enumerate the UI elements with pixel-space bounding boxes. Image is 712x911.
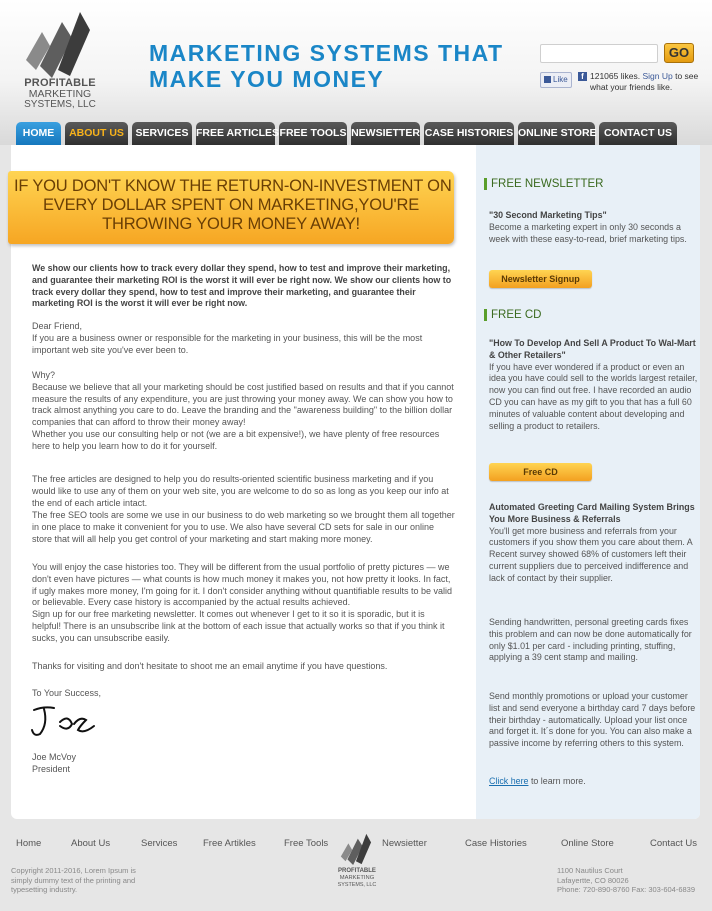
- newsletter-description: Become a marketing expert in only 30 seconds a week with these easy-to-read, brief marketing tips.: [489, 221, 687, 244]
- nav-contact-us[interactable]: CONTACT US: [599, 122, 677, 145]
- nav-free-articles[interactable]: FREE ARTICLES: [196, 122, 275, 145]
- logo-mark-icon: [18, 8, 94, 80]
- site-logo[interactable]: [14, 8, 104, 118]
- seo-paragraph: The free SEO tools are some we use in our business to do web marketing so we brought them all together in one place to make it convenient for you to use. We also have several CD sets for sale in our online store that will all help you get control of your marketing and start making more money.: [32, 510, 455, 544]
- author-title: President: [32, 763, 71, 774]
- author-name: Joe McVoy: [32, 752, 77, 762]
- thanks-paragraph: Thanks for visiting and don't hesitate to shoot me an email anytime if you have questions.: [32, 661, 388, 671]
- greeting-card-paragraph3: Send monthly promotions or upload your customer list and send everyone a birthday card 7 days before their birthday - automatically. Upload your list once and forget it. It´s done for you. You can also make a passive income by referring others to this system.: [489, 691, 696, 749]
- click-here-link[interactable]: Click here: [489, 776, 529, 786]
- footer-logo[interactable]: [332, 832, 382, 896]
- facebook-signup-link[interactable]: Sign Up: [642, 71, 673, 81]
- signature-image: [30, 704, 110, 740]
- nav-case-histories[interactable]: CASE HISTORIES: [424, 122, 514, 145]
- footer-link-free-tools[interactable]: Free Tools: [284, 838, 329, 849]
- why-paragraph: [32, 370, 456, 453]
- banner-line2: EVERY DOLLAR SPENT ON MARKETING,YOU'RE: [42, 196, 420, 214]
- greeting-card-paragraph2: Sending handwritten, personal greeting cards fixes this problem and can now be done automatically for only $1.01 per card - including printing, stuffing, applying a 39 cent stamp and mailing.: [489, 617, 692, 663]
- footer-link-newsletter[interactable]: Newsietter: [382, 838, 427, 849]
- free-cd-heading: FREE CD: [484, 309, 541, 321]
- nav-about-us[interactable]: ABOUT US: [65, 122, 128, 145]
- logo-text-line1: PROFITABLE: [24, 77, 96, 89]
- roi-banner: [8, 171, 454, 244]
- free-newsletter-heading: FREE NEWSLETTER: [484, 178, 603, 190]
- footer-link-case-histories[interactable]: Case Histories: [465, 838, 527, 849]
- facebook-icon: f: [578, 72, 587, 81]
- thumbs-up-icon: [544, 76, 551, 83]
- tagline-line2: MAKE YOU MONEY: [149, 66, 385, 92]
- newsletter-blurb: [489, 210, 701, 245]
- newsletter-title: "30 Second Marketing Tips": [489, 210, 607, 220]
- copyright-text: Copyright 2011-2016, Lorem Ipsum is simply dummy text of the printing and typesetting industry.: [11, 866, 136, 894]
- likes-count: 121065 likes.: [590, 71, 641, 81]
- cases-paragraph: [32, 562, 456, 645]
- facebook-likes-text: [590, 71, 700, 93]
- footer-link-free-articles[interactable]: Free Artikles: [203, 838, 256, 849]
- logo-text-line3: SYSTEMS, LLC: [24, 99, 96, 110]
- banner-line1: IF YOU DON'T KNOW THE RETURN-ON-INVESTMENT ON: [14, 177, 452, 195]
- address-line1: 1100 Nautilus Court: [557, 866, 623, 875]
- facebook-like-button[interactable]: [540, 72, 572, 88]
- footer-logo-line2: MARKETING: [339, 875, 375, 881]
- footer-link-contact-us[interactable]: Contact Us: [650, 838, 697, 849]
- address-line2: Lafayertte, CO 80026: [557, 875, 629, 885]
- intro-paragraph: We show our clients how to track every dollar they spend, how to test and improve their marketing, and guarantee their marketing ROI is the worst it will ever be right now. We show our clients how to track every dollar they spend, how to test and improve their marketing, and guarantee their marketing ROI is the worst it will ever be right now.: [32, 263, 452, 309]
- nav-home[interactable]: HOME: [16, 122, 61, 145]
- free-cd-button[interactable]: Free CD: [489, 463, 592, 481]
- phone-fax: Phone: 720-890-8760 Fax: 303-604-6839: [557, 885, 696, 894]
- footer-link-home[interactable]: Home: [16, 838, 42, 849]
- nav-free-tools[interactable]: FREE TOOLS: [279, 122, 347, 145]
- banner-line3: THROWING YOUR MONEY AWAY!: [102, 215, 360, 233]
- signoff-block: [32, 752, 456, 776]
- tagline-line1: MARKETING SYSTEMS THAT: [149, 40, 504, 66]
- sign-off-greeting: To Your Success,: [32, 688, 102, 698]
- footer-logo-line3: SYSTEMS, LLC: [337, 882, 377, 888]
- likes-after-text: to see what your friends like.: [590, 71, 699, 92]
- tagline: [149, 40, 504, 92]
- cd-blurb: [489, 338, 701, 432]
- nav-online-store[interactable]: ONLINE STORE: [518, 122, 595, 145]
- dear-friend-paragraph: [32, 321, 456, 356]
- newsletter-signup-button[interactable]: Newsletter Signup: [489, 270, 592, 288]
- why-heading: Why?: [32, 370, 56, 380]
- nav-services[interactable]: SERVICES: [132, 122, 192, 145]
- greeting-card-title: Automated Greeting Card Mailing System Brings You More Business & Referrals: [489, 502, 695, 524]
- learn-more-line: [489, 776, 701, 788]
- why-body: Because we believe that all your marketing should be cost justified based on results and that if you cannot measure the results of any expenditure, you are just throwing your money away. We can show you how to track almost anything you care to do. Leave the branding and the "awareness building" to the billion dollar companies that can afford to throw their money away!: [32, 381, 454, 428]
- greeting-card-blurb: [489, 502, 701, 585]
- learn-more-text: to learn more.: [530, 776, 586, 786]
- footer-link-services[interactable]: Services: [141, 838, 178, 849]
- main-nav: [16, 122, 677, 146]
- cd-title: "How To Develop And Sell A Product To Wal-Mart & Other Retailers": [489, 338, 696, 360]
- search-go-button[interactable]: GO: [664, 43, 694, 63]
- footer-link-online-store[interactable]: Online Store: [561, 838, 614, 849]
- nav-newsletter[interactable]: NEWSIETTER: [351, 122, 420, 145]
- dear-body: If you are a business owner or responsible for the marketing in your business, this will be the most important web site you've ever been to.: [32, 332, 423, 355]
- greeting-card-description: You'll get more business and referrals from your customers if you show them you care about them. A Recent survey showed 68% of customers left their current suppliers due to perceived indifference and lack of contact by their supplier.: [489, 525, 693, 583]
- footer-logo-mark-icon: [336, 832, 374, 866]
- like-label: Like: [553, 75, 568, 84]
- cd-description: If you have ever wondered if a product or even an idea you have could sell to the worlds largest retailer, now you can find out free. I have recorded an audio CD you can have as my gift to you that has a full 60 minutes of valuable content about developing and selling a product to retailers.: [489, 361, 698, 431]
- why-body2: Whether you use our consulting help or not (we are a bit expensive!), we have plenty of free resources here to help you learn how to do it for yourself.: [32, 428, 440, 451]
- newsletter-body: Sign up for our free marketing newsletter. It comes out whenever I get to it so it is sporadic, but it is helpful! There is an unsubscribe link at the bottom of each issue that actually works so that if you think it sucks, you can unsubscribe easily.: [32, 609, 445, 643]
- footer-logo-line1: PROFITABLE: [338, 868, 376, 874]
- logo-text-line2: MARKETING: [28, 88, 92, 100]
- contact-address: [557, 866, 707, 895]
- dear-greeting: Dear Friend,: [32, 321, 83, 331]
- footer-link-about-us[interactable]: About Us: [71, 838, 111, 849]
- articles-paragraph: The free articles are designed to help you do results-oriented scientific business marketing and if you would like to use any of them on your web site, you are welcome to do so as long as you keep our info at the end of each article intact.: [32, 474, 449, 508]
- cases-body: You will enjoy the case histories too. They will be different from the usual portfolio of pretty pictures — we don't even have pictures — what counts is how much money it makes you, not how pretty it looks. In fact, if ugly makes more money, I'm going for it. I don't consider anything without quantifiable results to be valid or believable. Every case history is accompanied by the actual results achieved.: [32, 562, 452, 608]
- search-input[interactable]: [540, 44, 658, 63]
